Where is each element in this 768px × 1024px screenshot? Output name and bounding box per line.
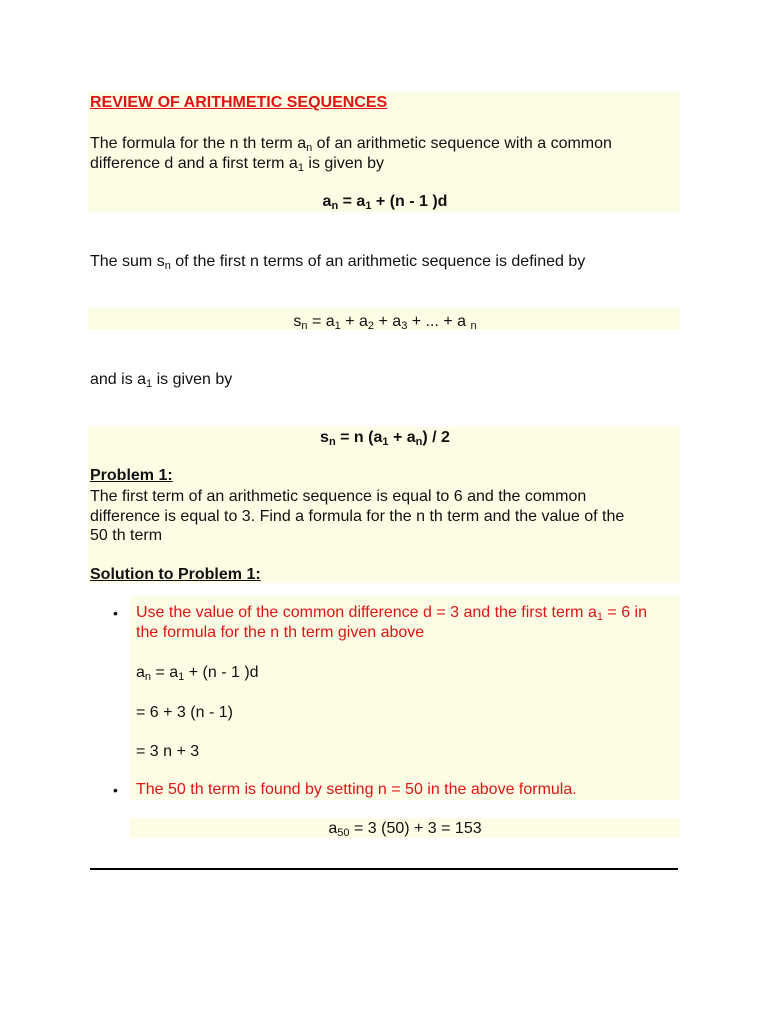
solution-simplified: = 3 n + 3 xyxy=(136,743,200,760)
solution-formula: $a_n = a_1 + (n - 1$ )d xyxy=(136,664,259,683)
solution-step-2: The 50 th term is found by setting n = 50 in the above formula. xyxy=(136,781,577,798)
solution-step-1-line-1: Use the value of the common difference d = 3 and the first term $a_1 = 6$ in xyxy=(136,604,647,623)
bullet-1: • xyxy=(113,605,118,621)
bullet-2: • xyxy=(113,782,118,798)
intro-line-2: difference d and a first term $a_1$ is given by xyxy=(90,155,384,174)
sum-definition: $s_n = a_1 + a_2 + a_3$ + ... + a $_n$ xyxy=(293,313,477,332)
solution-step-1-line-2: the formula for the n th term given above xyxy=(136,624,425,641)
sum-text: The sum $s_n$ of the first n terms of an arithmetic sequence is defined by xyxy=(90,253,586,272)
problem-line-2: difference is equal to 3. Find a formula for the n th term and the value of the xyxy=(90,508,625,525)
problem-line-1: The first term of an arithmetic sequence is equal to 6 and the common xyxy=(90,488,587,505)
nth-term-formula: $a_n = a_1 + (n - 1$ )d xyxy=(322,193,448,212)
page-title: REVIEW OF ARITHMETIC SEQUENCES xyxy=(90,94,388,111)
solution-substitution: = 6 + 3 (n - 1) xyxy=(136,704,233,721)
problem-heading: Problem 1: xyxy=(90,467,173,484)
solution-heading: Solution to Problem 1: xyxy=(90,566,261,583)
intro-line-1: The formula for the n th term $a_n$ of an arithmetic sequence with a common xyxy=(90,135,612,154)
horizontal-rule xyxy=(90,868,678,870)
given-text: and is $a_1$ is given by xyxy=(90,371,233,390)
problem-line-3: 50 th term xyxy=(90,527,163,544)
final-answer: $a_{50} = 3$ (50) + 3 = 153 xyxy=(328,820,482,839)
sum-formula: $s_n = n$ $(a_1 + a_n) / 2$ xyxy=(320,429,450,448)
